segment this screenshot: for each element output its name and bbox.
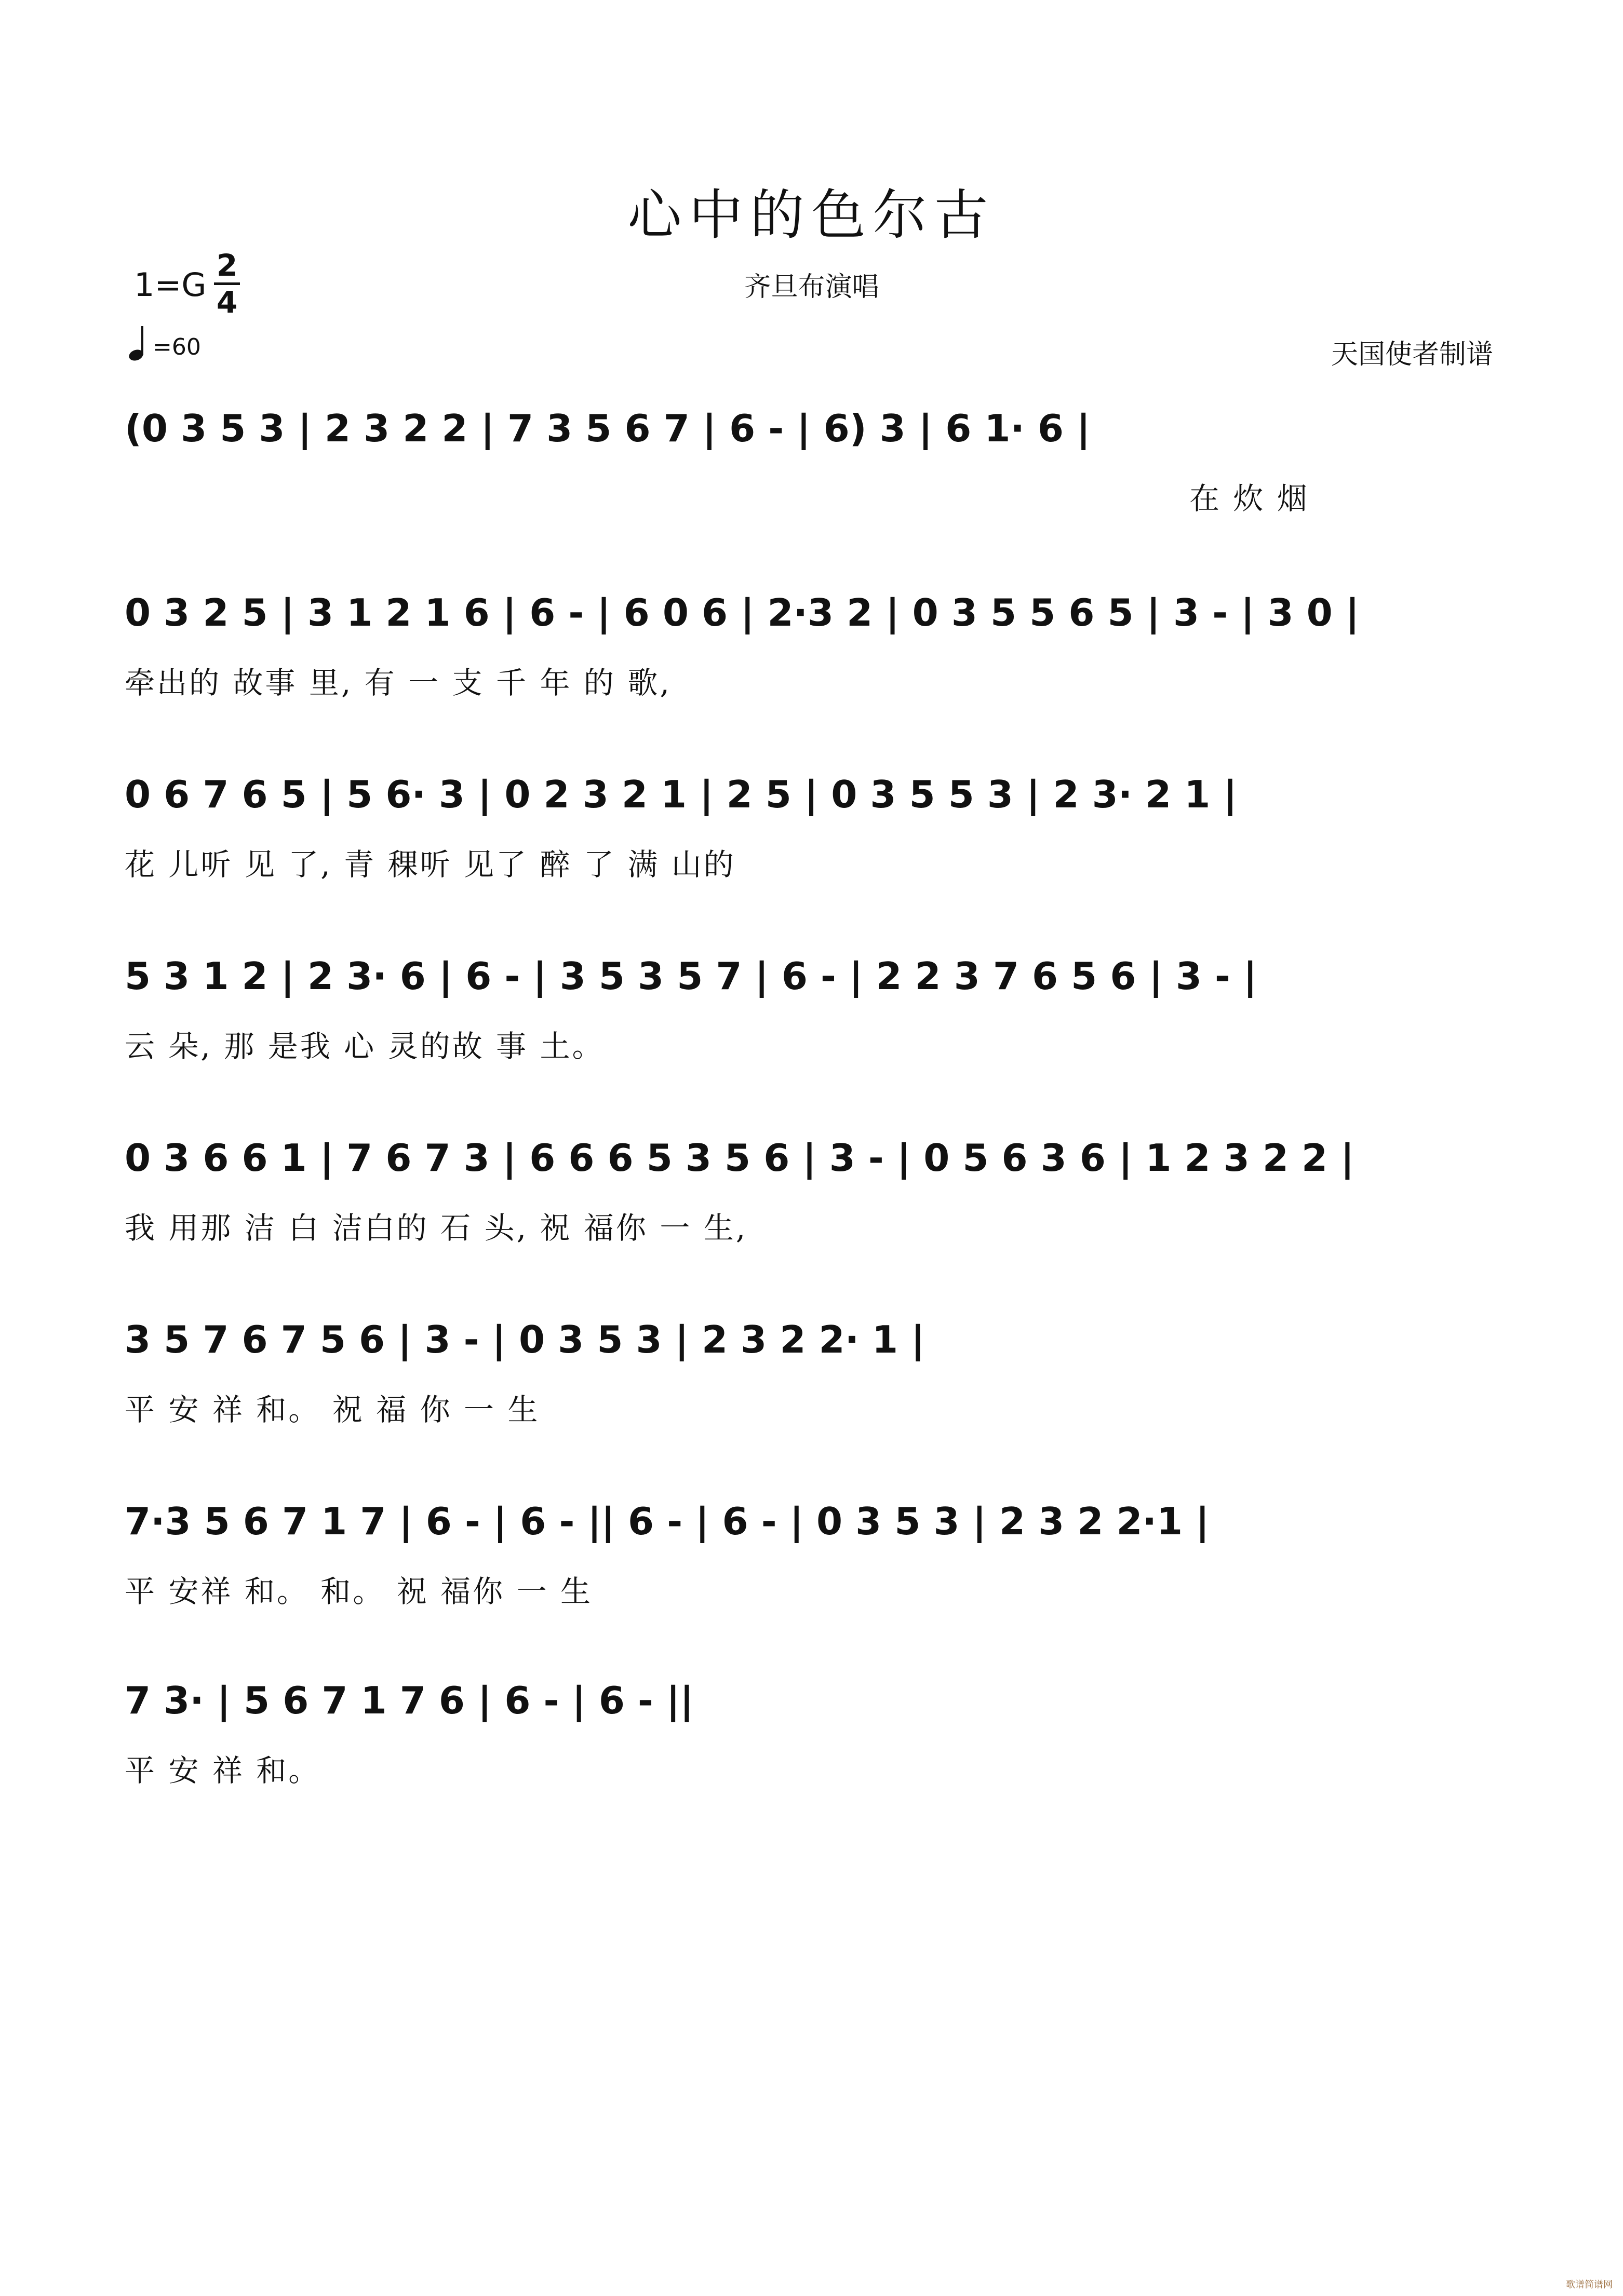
site-watermark: 歌谱简谱网 [1566, 2279, 1613, 2290]
tempo-value: =60 [153, 334, 201, 360]
notation-line: 7·3 5 6 7 1 7 | 6 - | 6 - || 6 - | 6 - | 0 3 5 3 | 2 3 2 2·1 | [125, 1500, 1210, 1543]
lyric-line: 平 安祥 和。 和。 祝 福你 一 生 [125, 1574, 593, 1609]
notation-line: 5 3 1 2 | 2 3· 6 | 6 - | 3 5 3 5 7 | 6 - | 2 2 3 7 6 5 6 | 3 - | [125, 954, 1257, 998]
key-signature: 1=G [134, 266, 207, 304]
notation-line: 3 5 7 6 7 5 6 | 3 - | 0 3 5 3 | 2 3 2 2· 1 | [125, 1318, 925, 1361]
notation-line: (0 3 5 3 | 2 3 2 2 | 7 3 5 6 7 | 6 - | 6) 3 | 6 1· 6 | [125, 407, 1091, 450]
quarter-note-icon [129, 328, 150, 360]
time-signature [214, 248, 240, 319]
lyric-line: 在 炊 烟 [1189, 481, 1309, 516]
lyric-line: 平 安 祥 和。 祝 福 你 一 生 [125, 1392, 540, 1427]
arranger-credit: 天国使者制谱 [1331, 339, 1493, 370]
notation-line: 0 6 7 6 5 | 5 6· 3 | 0 2 3 2 1 | 2 5 | 0 3 5 5 3 | 2 3· 2 1 | [125, 773, 1237, 816]
song-title: 心中的色尔古 [627, 183, 996, 247]
notation-line: 7 3· | 5 6 7 1 7 6 | 6 - | 6 - || [125, 1679, 694, 1722]
lyric-line: 云 朵, 那 是我 心 灵的故 事 土。 [125, 1029, 605, 1064]
notation-line: 0 3 2 5 | 3 1 2 1 6 | 6 - | 6 0 6 | 2·3 2 | 0 3 5 5 6 5 | 3 - | 3 0 | [125, 591, 1360, 634]
notation-line: 0 3 6 6 1 | 7 6 7 3 | 6 6 6 5 3 5 6 | 3 - | 0 5 6 3 6 | 1 2 3 2 2 | [125, 1136, 1354, 1180]
tempo-marking [129, 328, 201, 360]
time-signature-bottom: 4 [216, 285, 238, 320]
lyric-line: 平 安 祥 和。 [125, 1753, 321, 1788]
lyric-line: 花 儿听 见 了, 青 稞听 见了 醉 了 满 山的 [125, 847, 736, 882]
lyric-line: 牵出的 故事 里, 有 一 支 千 年 的 歌, [125, 665, 672, 700]
singer-credit: 齐旦布演唱 [744, 272, 879, 303]
time-signature-top: 2 [214, 248, 240, 285]
lyric-line: 我 用那 洁 白 洁白的 石 头, 祝 福你 一 生, [125, 1210, 748, 1246]
